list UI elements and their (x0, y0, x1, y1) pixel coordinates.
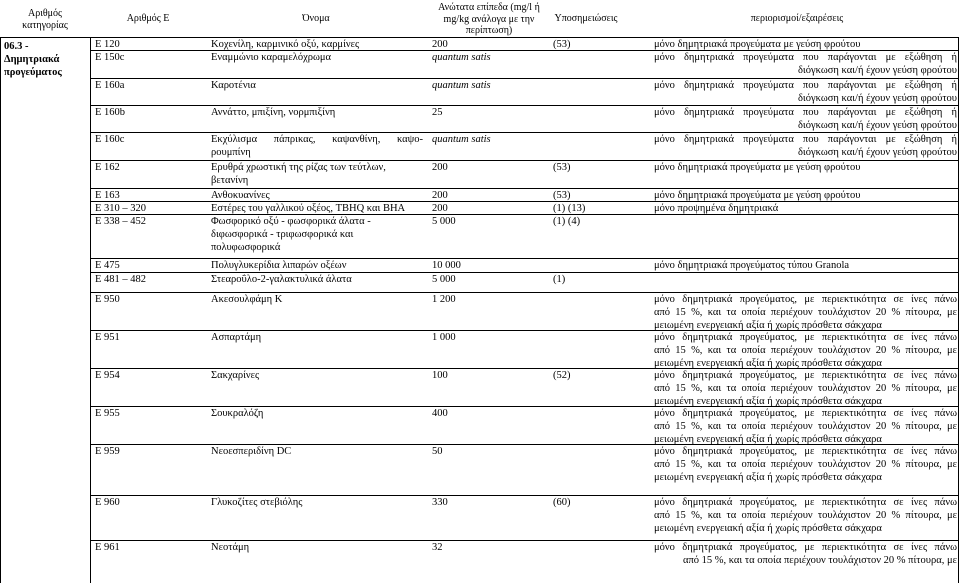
additive-name-line: Στεαροΰλο-2-γαλακτυλικά άλατα (211, 274, 352, 285)
e-number-line: E 951 (95, 332, 120, 343)
additive-name-line: βετανίνη (211, 175, 249, 186)
restriction-line: μειωμένη ενεργειακή αξία ή χωρίς πρόσθετα σάκχαρα (654, 434, 882, 445)
footnote-line: (53) (553, 39, 571, 50)
e-number-line: E 162 (95, 162, 120, 173)
e-number (95, 273, 146, 286)
additive-name-line: Σουκραλόζη (211, 408, 264, 419)
footnote-line: (1) (4) (553, 216, 581, 227)
additive-name-line: Ασπαρτάμη (211, 332, 262, 343)
header-e-number (93, 13, 203, 25)
restriction-line: μόνο δημητριακά προγεύματος, με περιεκτικότητα σε ίνες πάνω (654, 497, 957, 508)
max-level-line: 200 (432, 203, 448, 214)
header-footnotes (526, 13, 646, 25)
additive-name-line: ρουμπίνη (211, 147, 251, 158)
additive-name-line: Σακχαρίνες (211, 370, 260, 381)
e-number-line: E 160b (95, 107, 126, 118)
e-number (95, 407, 120, 420)
max-level (432, 189, 448, 202)
restriction (654, 496, 957, 535)
footnote (553, 38, 571, 51)
e-number-line: E 961 (95, 542, 120, 553)
additive-name-line: Εναμμώνιο καραμελόχρωμα (211, 52, 332, 63)
restriction (654, 293, 957, 332)
restriction (654, 369, 957, 408)
e-number-line: E 955 (95, 408, 120, 419)
additive-name (211, 215, 423, 254)
restriction-line: μειωμένη ενεργειακή αξία ή χωρίς πρόσθετα σάκχαρα (654, 523, 882, 534)
restriction (654, 445, 957, 484)
max-level (432, 331, 456, 344)
header-category (1, 8, 89, 31)
restriction (654, 38, 957, 51)
max-level-line: 400 (432, 408, 448, 419)
restriction-line: μόνο προψημένα δημητριακά (654, 203, 779, 214)
restriction-line: μειωμένη ενεργειακή αξία ή χωρίς πρόσθετα σάκχαρα (654, 320, 882, 331)
header-footnotes-line: Υποσημειώσεις (554, 13, 618, 24)
e-number (95, 215, 146, 228)
max-level-line: 1 200 (432, 294, 456, 305)
restriction (654, 202, 957, 215)
additive-name-line: Ακεσουλφάμη K (211, 294, 283, 305)
restriction-line: μόνο δημητριακά προγεύματος, με περιεκτικότητα σε ίνες πάνω (654, 332, 957, 343)
restriction-line: μόνο δημητριακά προγεύματος, με περιεκτικότητα σε ίνες πάνω (654, 370, 957, 381)
e-number-line: E 950 (95, 294, 120, 305)
max-level (432, 106, 443, 119)
restriction-line: μειωμένη ενεργειακή αξία ή χωρίς πρόσθετα σάκχαρα (654, 358, 882, 369)
restriction-line: μόνο δημητριακά προγεύματα που παράγονται με εξώθηση ή (654, 107, 957, 118)
e-number (95, 445, 120, 458)
max-level-line: 330 (432, 497, 448, 508)
restriction-line: διόγκωση και/ή έχουν γεύση φρούτου (797, 120, 957, 131)
max-level (432, 202, 448, 215)
max-level (432, 51, 491, 64)
footnote (553, 161, 571, 174)
max-level (432, 259, 461, 272)
footnote-line: (53) (553, 162, 571, 173)
e-number (95, 161, 120, 174)
e-number-line: E 960 (95, 497, 120, 508)
header-max-level-line: περίπτωση) (465, 25, 513, 36)
e-number (95, 293, 120, 306)
restriction-line: μόνο δημητριακά προγεύματα με γεύση φρούτου (654, 39, 861, 50)
header-category-line: Αριθμός (27, 8, 62, 19)
additive-name (211, 273, 423, 286)
e-number-line: E 959 (95, 446, 120, 457)
e-number-line: E 954 (95, 370, 120, 381)
max-level-line: 200 (432, 162, 448, 173)
footnote-line: (60) (553, 497, 571, 508)
restriction (654, 331, 957, 370)
additive-name (211, 259, 423, 272)
restriction-line: από 15 %, και τα οποία περιέχουν τουλάχιστον 20 % πίτουρα, με (654, 383, 957, 394)
footnote (553, 202, 585, 215)
restriction-line: μόνο δημητριακά προγεύματος, με περιεκτικότητα σε ίνες πάνω (654, 408, 957, 419)
footnote (553, 369, 571, 382)
restriction-line: μόνο δημητριακά προγεύματος, με περιεκτικότητα σε ίνες πάνω (654, 542, 957, 553)
restriction-line: μόνο δημητριακά προγεύματα με γεύση φρούτου (654, 190, 861, 201)
header-e-number-line: Αριθμός Ε (126, 13, 170, 24)
additive-name (211, 293, 423, 306)
restriction-line: διόγκωση και/ή έχουν γεύση φρούτου (797, 65, 957, 76)
additive-name-line: Γλυκοζίτες στεβιόλης (211, 497, 303, 508)
e-number (95, 189, 120, 202)
additive-name (211, 161, 423, 187)
e-number-line: E 163 (95, 190, 120, 201)
additive-name-line: Καροτένια (211, 80, 256, 91)
header-category-line: κατηγορίας (22, 19, 68, 31)
additive-name (211, 541, 423, 554)
additive-name (211, 369, 423, 382)
max-level (432, 273, 456, 286)
e-number (95, 259, 120, 272)
restriction-line: μόνο δημητριακά προγεύματα που παράγονται με εξώθηση ή (654, 80, 957, 91)
restriction-line: μόνο δημητριακά προγεύματος τύπου Granola (654, 260, 850, 271)
e-number (95, 38, 120, 51)
max-level (432, 161, 448, 174)
footnote (553, 215, 580, 228)
additive-name-line: Ερυθρά χρωστική της ρίζας των τεύτλων, (211, 162, 386, 173)
column-divider (0, 37, 1, 583)
max-level (432, 541, 443, 554)
additive-name (211, 407, 423, 420)
e-number (95, 369, 120, 382)
header-name-line: Όνομα (302, 13, 330, 24)
restriction-line: διόγκωση και/ή έχουν γεύση φρούτου (797, 147, 957, 158)
restriction-line: μόνο δημητριακά προγεύματος, με περιεκτικότητα σε ίνες πάνω (654, 294, 957, 305)
column-divider (90, 37, 91, 583)
restriction-line: από 15 %, και τα οποία περιέχουν τουλάχιστον 20 % πίτουρα, με (654, 345, 957, 356)
additive-name (211, 133, 423, 159)
max-level-line: quantum satis (432, 134, 491, 145)
restriction (654, 259, 957, 272)
footnote (553, 189, 571, 202)
max-level-line: 5 000 (432, 216, 456, 227)
restriction (654, 161, 957, 174)
restriction-line: μόνο δημητριακά προγεύματα που παράγονται με εξώθηση ή (654, 52, 957, 63)
max-level-line: quantum satis (432, 80, 491, 91)
restriction-line: από 15 %, και τα οποία περιέχουν τουλάχιστον 20 % πίτουρα, με (654, 510, 957, 521)
e-number (95, 331, 120, 344)
e-number (95, 541, 120, 554)
additive-name (211, 106, 423, 119)
e-number-line: E 475 (95, 260, 120, 271)
max-level (432, 369, 448, 382)
max-level (432, 496, 448, 509)
e-number-line: E 310 – 320 (95, 203, 147, 214)
additive-name-line: διφωσφορικά - τριφωσφορικά και (211, 229, 354, 240)
max-level (432, 445, 443, 458)
restriction-line: από 15 %, και τα οποία περιέχουν τουλάχιστον 20 % πίτουρα, με (654, 307, 957, 318)
e-number-line: E 481 – 482 (95, 274, 147, 285)
e-number (95, 106, 125, 119)
additive-name-line: Εστέρες του γαλλικού οξέος, TBHQ και BHA (211, 203, 406, 214)
max-level-line: quantum satis (432, 52, 491, 63)
additive-name-line: Αννάττο, μπιξίνη, νορμπιξίνη (211, 107, 336, 118)
restriction-line: διόγκωση και/ή έχουν γεύση φρούτου (797, 93, 957, 104)
restriction (654, 106, 957, 132)
additive-name-line: Νεοτάμη (211, 542, 250, 553)
header-name (216, 13, 416, 25)
restriction-line: μόνο δημητριακά προγεύματα με γεύση φρούτου (654, 162, 861, 173)
additive-name (211, 445, 423, 458)
food-category (4, 40, 88, 79)
additive-name (211, 331, 423, 344)
restriction-line: μόνο δημητριακά προγεύματα που παράγονται με εξώθηση ή (654, 134, 957, 145)
restriction (654, 407, 957, 446)
e-number-line: E 120 (95, 39, 120, 50)
header-max-level-line: mg/kg ανάλογα με την (443, 13, 535, 25)
header-max-level-line: Ανώτατα επίπεδα (mg/l ή (438, 2, 540, 13)
e-number-line: E 160c (95, 134, 125, 145)
footnote-line: (52) (553, 370, 571, 381)
footnote (553, 273, 565, 286)
e-number (95, 202, 146, 215)
restriction (654, 51, 957, 77)
max-level-line: 50 (432, 446, 443, 457)
max-level (432, 215, 456, 228)
max-level-line: 200 (432, 39, 448, 50)
restriction (654, 79, 957, 105)
additive-name (211, 51, 423, 64)
additive-name (211, 202, 423, 215)
max-level-line: 1 000 (432, 332, 456, 343)
max-level-line: 5 000 (432, 274, 456, 285)
additive-name (211, 79, 423, 92)
e-number (95, 133, 124, 146)
footnote-line: (53) (553, 190, 571, 201)
restriction-line: μειωμένη ενεργειακή αξία ή χωρίς πρόσθετα σάκχαρα (654, 472, 882, 483)
additive-name-line: Φωσφορικό οξύ - φωσφορικά άλατα - (211, 216, 371, 227)
max-level-line: 100 (432, 370, 448, 381)
additive-name-line: Εκχύλισμα πάπρικας, καψανθίνη, καψο- (211, 134, 423, 145)
e-number (95, 496, 120, 509)
max-level-line: 10 000 (432, 260, 461, 271)
max-level (432, 293, 456, 306)
max-level-line: 32 (432, 542, 443, 553)
food-category-line: προγεύματος (4, 67, 62, 78)
max-level (432, 38, 448, 51)
additive-name (211, 189, 423, 202)
additive-name (211, 496, 423, 509)
food-category-line: 06.3 - (4, 41, 29, 52)
additive-name-line: Κοχενίλη, καρμινικό οξύ, καρμίνες (211, 39, 360, 50)
restriction (654, 189, 957, 202)
food-category-line: Δημητριακά (4, 54, 60, 65)
additive-name-line: πολυφωσφορικά (211, 242, 281, 253)
e-number-line: E 150c (95, 52, 125, 63)
max-level-line: 200 (432, 190, 448, 201)
restriction-line: από 15 %, και τα οποία περιέχουν τουλάχιστον 20 % πίτουρα, με (654, 459, 957, 470)
restriction-line: από 15 %, και τα οποία περιέχουν τουλάχιστον 20 % πίτουρα, με (654, 421, 957, 432)
e-number-line: E 160a (95, 80, 125, 91)
max-level (432, 79, 491, 92)
restriction-line: μόνο δημητριακά προγεύματος, με περιεκτικότητα σε ίνες πάνω (654, 446, 957, 457)
max-level (432, 407, 448, 420)
e-number (95, 51, 124, 64)
e-number (95, 79, 124, 92)
additive-name-line: Ανθοκυανίνες (211, 190, 270, 201)
additive-name (211, 38, 423, 51)
footnote-line: (1) (553, 274, 566, 285)
max-level (432, 133, 491, 146)
header-restrictions (667, 13, 927, 25)
footnote (553, 496, 571, 509)
e-number-line: E 338 – 452 (95, 216, 147, 227)
restriction-line: μειωμένη ενεργειακή αξία ή χωρίς πρόσθετα σάκχαρα (654, 396, 882, 407)
restriction (654, 133, 957, 159)
max-level-line: 25 (432, 107, 443, 118)
restriction-line: από 15 %, και τα οποία περιέχουν τουλάχιστον 20 % πίτουρα, με (682, 555, 957, 566)
header-restrictions-line: περιορισμοί/εξαιρέσεις (750, 13, 844, 24)
restriction (654, 541, 957, 567)
additive-name-line: Νεοεσπεριδίνη DC (211, 446, 292, 457)
footnote-line: (1) (13) (553, 203, 586, 214)
additive-name-line: Πολυγλυκερίδια λιπαρών οξέων (211, 260, 347, 271)
